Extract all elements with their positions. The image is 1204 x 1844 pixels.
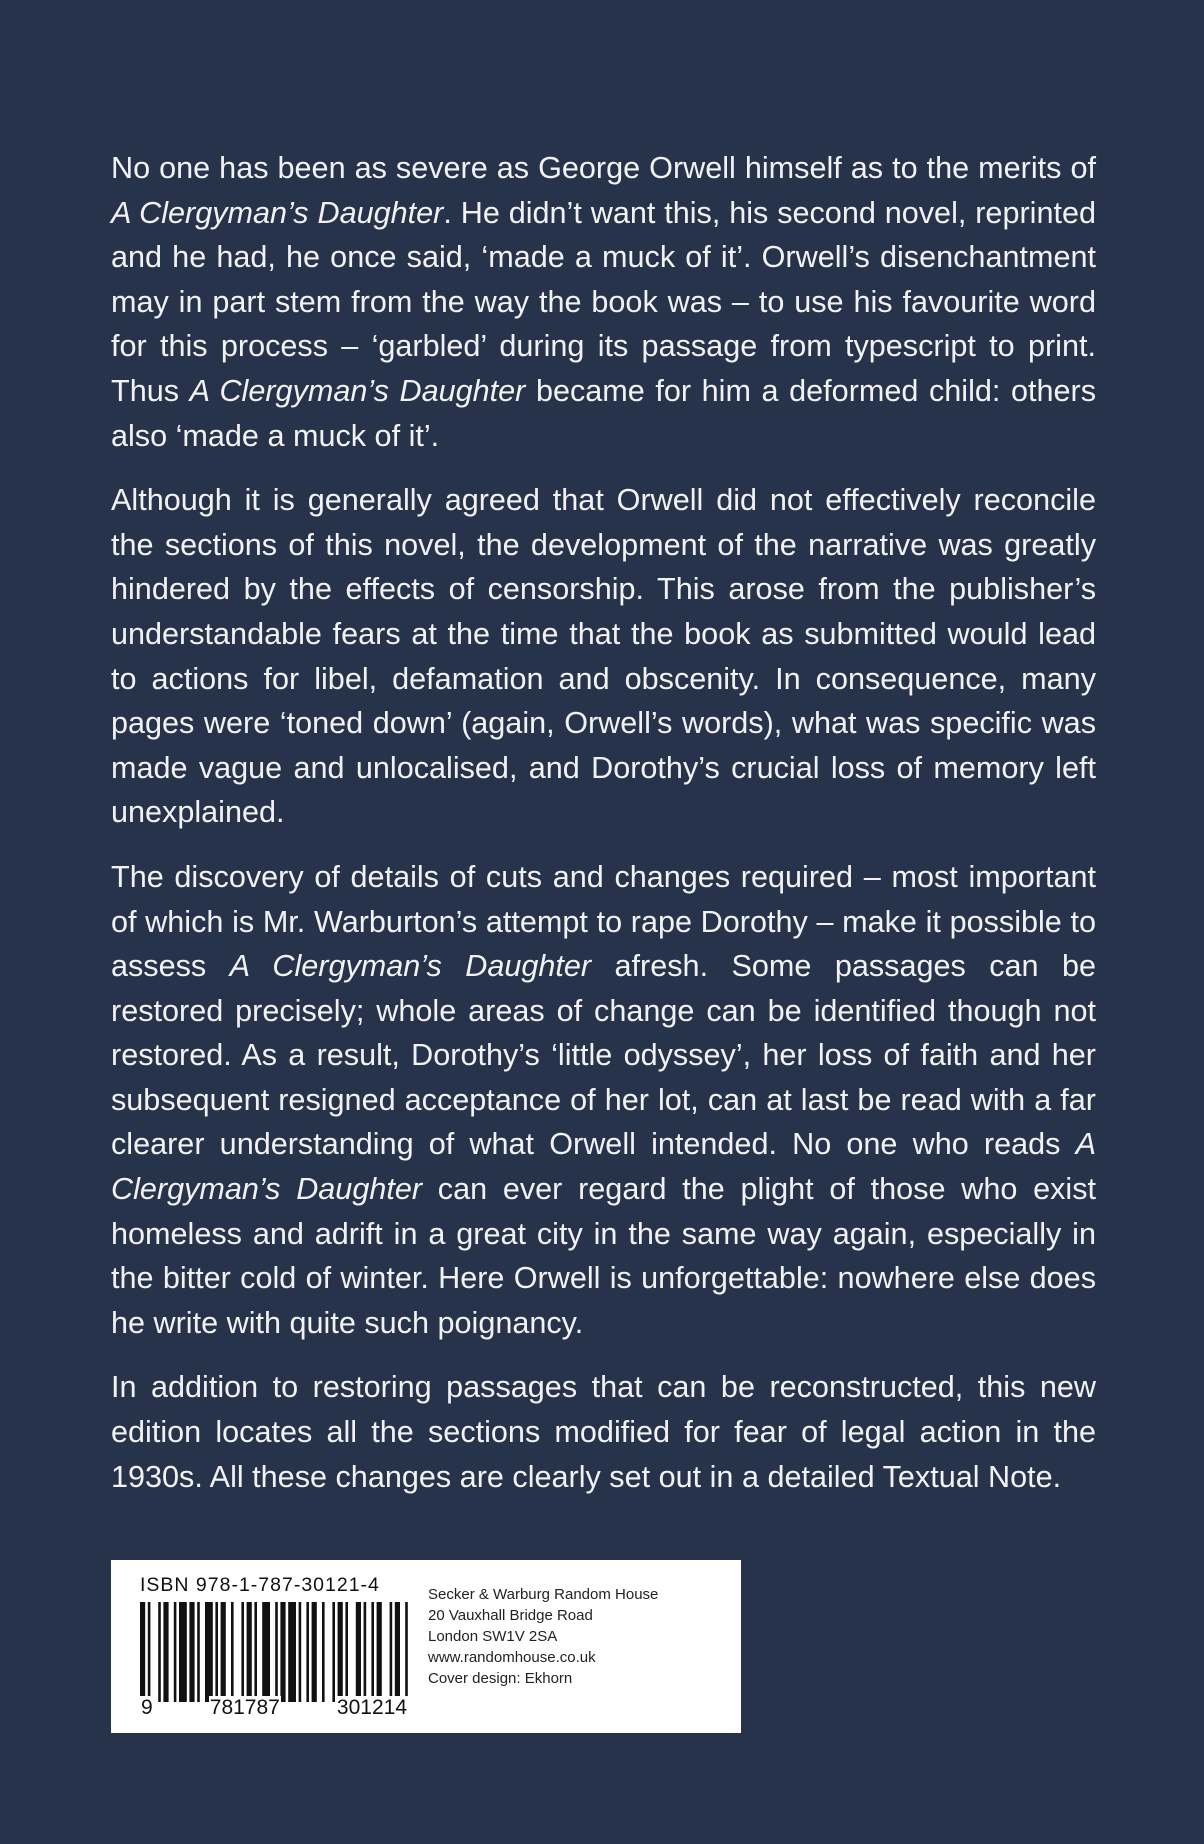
blurb-paragraph-4: In addition to restoring passages that can be reconstructed, this new edition locates all the sections modified for fear of legal action in the 1930s. All these changes are clearly set out in a detailed Textual Note. bbox=[111, 1370, 1096, 1494]
barcode-bar bbox=[356, 1602, 361, 1702]
barcode-bar bbox=[395, 1602, 400, 1702]
barcode-bar bbox=[390, 1602, 393, 1702]
barcode-bar bbox=[254, 1602, 257, 1702]
barcode-bar bbox=[322, 1602, 325, 1702]
barcode-bar bbox=[299, 1602, 302, 1702]
barcode-bar bbox=[158, 1602, 161, 1702]
barcode-bar bbox=[215, 1602, 218, 1702]
barcode-bar bbox=[262, 1602, 270, 1702]
barcode-bar bbox=[371, 1602, 374, 1702]
barcode-bar bbox=[140, 1602, 145, 1702]
publisher-name: Secker & Warburg Random House bbox=[428, 1586, 659, 1603]
barcode-bar bbox=[338, 1602, 343, 1702]
blurb-text bbox=[111, 146, 1096, 1519]
barcode-bar bbox=[221, 1602, 226, 1702]
barcode bbox=[140, 1602, 408, 1702]
barcode-bar bbox=[163, 1602, 168, 1702]
barcode-bar bbox=[288, 1602, 296, 1702]
blurb-paragraph-2: Although it is generally agreed that Orwell did not effectively reconcile the sections of this novel, the development of the narrative was greatly hindered by the effects of censorship. This arose from the publisher’s understandable fears at the time that the book as submitted would lead to actions for libel, defamation and obscenity. In consequence, many pages were ‘toned down’ (again, Orwell’s words), what was specific was made vague and unlocalised, and Dorothy’s crucial loss of memory left unexplained. bbox=[111, 483, 1096, 830]
isbn-label: ISBN 978-1-787-30121-4 bbox=[140, 1574, 380, 1596]
barcode-bar bbox=[231, 1602, 234, 1702]
barcode-bar bbox=[364, 1602, 367, 1702]
isbn-digit-group: 301214 bbox=[336, 1696, 407, 1719]
book-title: A Clergyman’s Daughter bbox=[111, 195, 444, 230]
book-title: A Clergyman’s Daughter bbox=[229, 949, 592, 984]
isbn-digit-group: 781787 bbox=[209, 1696, 280, 1719]
barcode-bar bbox=[247, 1602, 252, 1702]
barcode-bar bbox=[174, 1602, 177, 1702]
barcode-bar bbox=[197, 1602, 200, 1702]
publisher-info bbox=[428, 1584, 658, 1689]
barcode-bar bbox=[205, 1602, 213, 1702]
publisher-address-line: London SW1V 2SA bbox=[428, 1628, 558, 1645]
barcode-panel bbox=[111, 1560, 741, 1733]
barcode-bar bbox=[306, 1602, 309, 1702]
barcode-bar bbox=[405, 1602, 408, 1702]
barcode-bar bbox=[332, 1602, 335, 1702]
barcode-bar bbox=[377, 1602, 382, 1702]
barcode-bar bbox=[241, 1602, 244, 1702]
cover-design-credit: Cover design: Ekhorn bbox=[428, 1670, 573, 1687]
barcode-bar bbox=[148, 1602, 151, 1702]
isbn-digit-group: 9 bbox=[141, 1696, 153, 1719]
blurb-paragraph-1: No one has been as severe as George Orwell himself as to the merits of A Clergyman’s Daughter. He didn’t want this, his second novel, reprinted and he had, he once said, ‘made a muck of it’. Orwell’s disenchantment may in part stem from the way the book was – to use his favourite word for this process – ‘garbled’ during its passage from typescript to print. Thus A Clergyman’s Daughter became for him a deformed child: others also ‘made a muck of it’. bbox=[111, 151, 1097, 453]
blurb-paragraph-3: The discovery of details of cuts and changes required – most important of which is Mr. Warburton’s attempt to rape Dorothy – make it possible to assess A Clergyman’s Daughter afresh. Some passages can be restored precisely; whole areas of change can be identified though not restored. As a result, Dorothy’s ‘little odyssey’, her loss of faith and her subsequent resigned acceptance of her lot, can at last be read with a far clearer understanding of what Orwell intended. No one who reads A Clergyman’s Daughter can ever regard the plight of those who exist homeless and adrift in a great city in the same way again, especially in the bitter cold of winter. Here Orwell is unforgettable: nowhere else does he write with quite such poignancy. bbox=[111, 859, 1097, 1340]
barcode-bar bbox=[345, 1602, 348, 1702]
barcode-bar bbox=[280, 1602, 285, 1702]
publisher-website: www.randomhouse.co.uk bbox=[428, 1649, 596, 1666]
barcode-bar bbox=[275, 1602, 278, 1702]
barcode-bar bbox=[189, 1602, 194, 1702]
book-title: A Clergyman’s Daughter bbox=[189, 373, 526, 408]
barcode-bar bbox=[312, 1602, 317, 1702]
publisher-address-line: 20 Vauxhall Bridge Road bbox=[428, 1607, 593, 1624]
isbn-digits bbox=[140, 1696, 408, 1720]
barcode-bar bbox=[179, 1602, 187, 1702]
book-title: A Clergyman’s Daughter bbox=[111, 1127, 1096, 1207]
